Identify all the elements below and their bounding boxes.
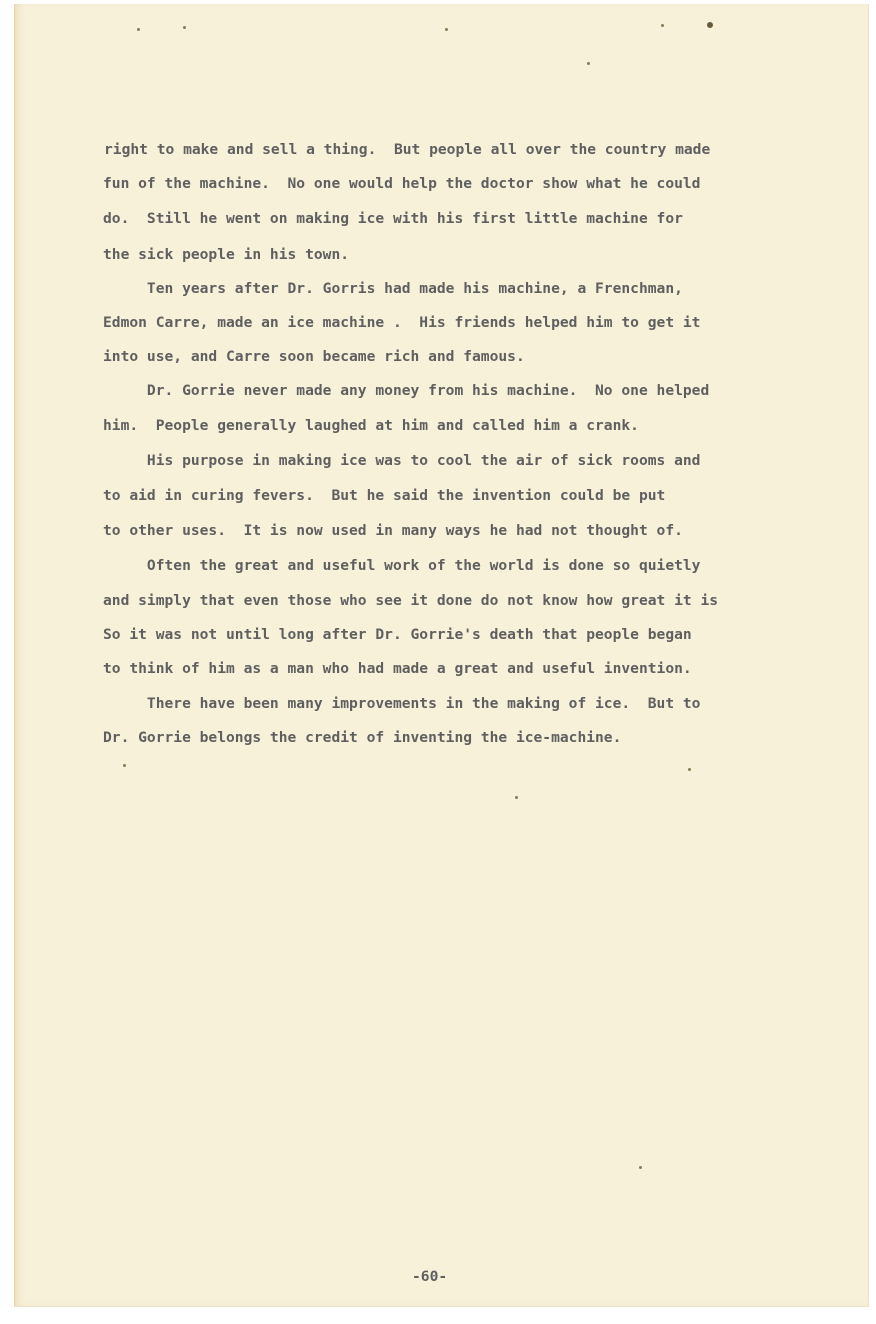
text-line: and simply that even those who see it done do not know how great it is xyxy=(103,592,719,609)
text-line: Dr. Gorrie belongs the credit of inventing the ice-machine. xyxy=(103,729,622,746)
paper-speck xyxy=(515,796,518,799)
paper-speck xyxy=(661,24,664,27)
text-line: do. Still he went on making ice with his first little machine for xyxy=(103,210,683,227)
page-number: -60- xyxy=(412,1268,448,1285)
text-line: Edmon Carre, made an ice machine . His friends helped him to get it xyxy=(103,314,701,331)
paper-speck xyxy=(137,28,140,31)
paper-speck xyxy=(445,28,448,31)
text-line: to other uses. It is now used in many ways he had not thought of. xyxy=(103,522,683,539)
text-line: So it was not until long after Dr. Gorrie's death that people began xyxy=(103,626,692,643)
paper-speck xyxy=(688,768,691,771)
text-line: him. People generally laughed at him and called him a crank. xyxy=(103,417,639,434)
paper-speck xyxy=(123,764,126,767)
text-line: the sick people in his town. xyxy=(103,246,350,263)
text-line: Dr. Gorrie never made any money from his machine. No one helped xyxy=(103,382,710,399)
paper-speck xyxy=(639,1166,642,1169)
text-line: His purpose in making ice was to cool the air of sick rooms and xyxy=(103,452,701,469)
text-line: right to make and sell a thing. But people all over the country made xyxy=(104,141,711,158)
text-line: Ten years after Dr. Gorris had made his machine, a Frenchman, xyxy=(103,280,683,297)
paper-speck xyxy=(183,26,186,29)
text-line: into use, and Carre soon became rich and famous. xyxy=(103,348,525,365)
text-line: Often the great and useful work of the world is done so quietly xyxy=(103,557,701,574)
paper-speck xyxy=(707,22,713,28)
text-line: to think of him as a man who had made a great and useful invention. xyxy=(103,660,692,677)
text-line: to aid in curing fevers. But he said the invention could be put xyxy=(103,487,666,504)
paper-sheet xyxy=(14,4,869,1307)
paper-speck xyxy=(587,62,590,65)
text-line: There have been many improvements in the making of ice. But to xyxy=(103,695,701,712)
text-line: fun of the machine. No one would help the doctor show what he could xyxy=(103,175,701,192)
